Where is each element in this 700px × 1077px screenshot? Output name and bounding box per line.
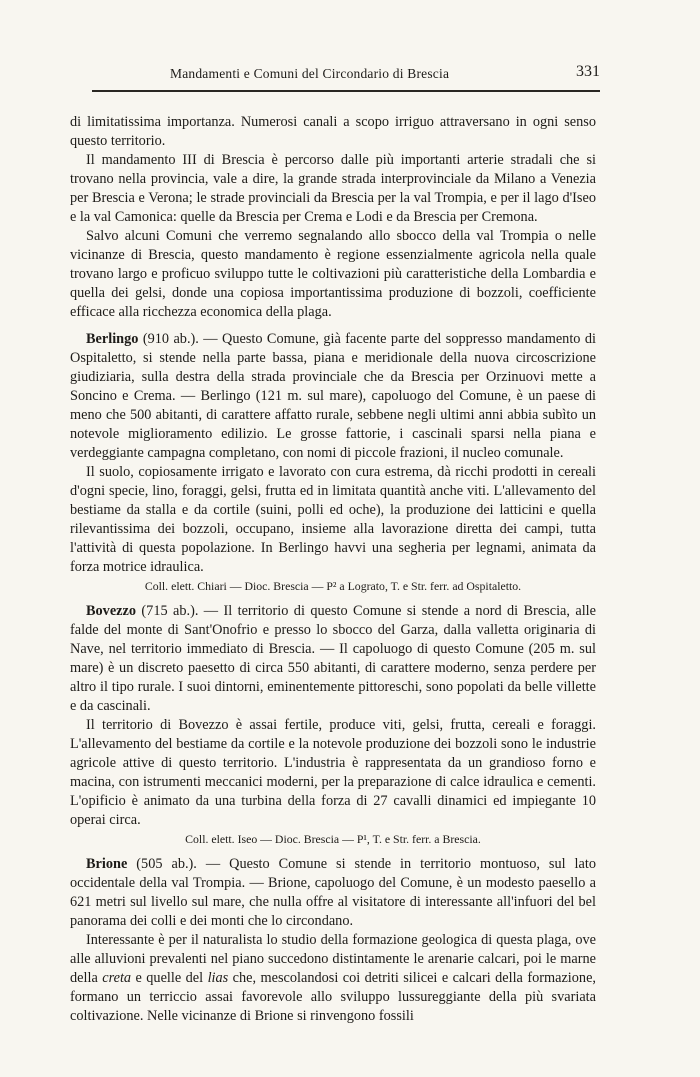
entry-berlingo <box>70 330 596 463</box>
page-number: 331 <box>576 63 600 80</box>
page-body <box>70 113 596 1026</box>
entry-brione <box>70 855 596 931</box>
entry-text: — Il territorio di questo Comune si stende a nord di Brescia, alle falde del monte di Sant'Onofrio e presso lo sbocco del Garza, dalla valletta originaria di Nave, nel territorio immediato di Brescia. — Il capoluogo di questo Comune (205 m. sul mare) è un discreto paesetto di circa 550 abitanti, di carattere moderno, senza perdere per altro il tipo rurale. I suoi dintorni, eminentemente pittoreschi, sono popolati da belle villette e da cascinali. <box>70 603 596 714</box>
italic-term: creta <box>102 970 132 986</box>
entry-text: — Questo Comune, già facente parte del soppresso mandamento di Ospitaletto, si stende nella parte bassa, piana e meridionale della nuova circoscrizione giudiziaria, sulla destra della strada provinciale che da Brescia per Orzinuovi mette a Soncino e Crema. — Berlingo (121 m. sul mare), capoluogo del Comune, è un paese di meno che 500 abitanti, di carattere affatto rurale, sebbene negli ultimi anni abbia subìto un notevole miglioramento edilizio. Le grosse fattorie, i cascinali sparsi nella piana e verdeggiante campagna completano, con nomi di piccole frazioni, il nucleo comunale. <box>70 331 596 461</box>
entry-paragraph: Il suolo, copiosamente irrigato e lavorato con cura estrema, dà ricchi prodotti in cereali d'ogni specie, lino, foraggi, gelsi, frutta ed in limitata quantità anche viti. L'allevamento del bestiame da stalla e da cortile (suini, polli ed oche), la produzione dei latticini e quella rilevantissima dei bozzoli, occupano, insieme alla lavorazione diretta dei campi, tutta l'attività di questa popolazione. In Berlingo havvi una segheria per legnami, animata da forza motrice idraulica. <box>70 464 596 575</box>
header-rule <box>92 90 600 92</box>
entry-paragraph <box>70 931 596 1026</box>
text-run: e quelle del <box>131 970 208 986</box>
entry-bovezzo <box>70 602 596 716</box>
entry-population: (715 ab.). <box>141 603 199 619</box>
entry-paragraph: Il territorio di Bovezzo è assai fertile, produce viti, gelsi, frutta, cereali e foraggi. L'allevamento del bestiame da cortile e la notevole produzione dei bozzoli sono le industrie agricole attive di questo territorio. L'industria è rappresentata da un grandioso forno e macina, con istrumenti meccanici moderni, per la preparazione di calce idraulica e cementi. L'opificio è animato da una turbina della forza di 27 cavalli dinamici ed impiegante 10 operai circa. <box>70 717 596 828</box>
intro-paragraph: Salvo alcuni Comuni che verremo segnalando allo sbocco della val Trompia o nelle vicinanze di Brescia, questo mandamento è regione essenzialmente agricola nella quale trovano largo e proficuo sviluppo tutte le coltivazioni più caratteristiche della Lombardia e quella dei gelsi, donde una copiosa importantissima produzione di bozzoli, coefficiente efficace alla ricchezza economica della plaga. <box>70 228 596 320</box>
entry-population: (505 ab.). <box>136 856 197 872</box>
text-run: Interessante è per il naturalista lo studio della formazione geologica di questa plaga, ove alle alluvioni prevalenti nel piano succedono distintamente le arenarie calcari, poi le marne della <box>70 932 596 986</box>
entry-name: Brione <box>86 856 128 872</box>
entry-name: Bovezzo <box>86 603 137 619</box>
collegio-line: Coll. elett. Iseo — Dioc. Brescia — P¹, T. e Str. ferr. a Brescia. <box>185 832 481 846</box>
entry-population: (910 ab.). <box>142 331 199 347</box>
entry-name: Berlingo <box>86 331 139 347</box>
italic-term: lias <box>207 970 229 986</box>
running-header <box>92 62 600 84</box>
text-run: che, mescolandosi coi detriti silicei e calcari della formazione, formano un terriccio assai favorevole allo sviluppo lussureggiante della più svariata coltivazione. Nelle vicinanze di Brione si rinvengono fossili <box>70 970 596 1024</box>
intro-paragraph: di limitatissima importanza. Numerosi canali a scopo irriguo attraversano in ogni senso questo territorio. <box>70 114 596 149</box>
intro-paragraph: Il mandamento III di Brescia è percorso dalle più importanti arterie stradali che si trovano nella provincia, vale a dire, la grande strada interprovinciale da Milano a Venezia per Brescia e Verona; le strade provinciali da Brescia per la val Trompia, e per il lago d'Iseo e la val Camonica: quelle da Brescia per Crema e Lodi e da Brescia per Cremona. <box>70 152 596 225</box>
entry-text: — Questo Comune si stende in territorio montuoso, sul lato occidentale della val Trompia. — Brione, capoluogo del Comune, è un modesto paesello a 621 metri sul livello sul mare, che nulla offre al visitatore di interessante all'infuori del bel panorama dei colli e dei monti che lo circondano. <box>70 856 596 929</box>
running-title: Mandamenti e Comuni del Circondario di Brescia <box>170 66 450 81</box>
collegio-line: Coll. elett. Chiari — Dioc. Brescia — P² a Lograto, T. e Str. ferr. ad Ospitaletto. <box>144 579 522 593</box>
